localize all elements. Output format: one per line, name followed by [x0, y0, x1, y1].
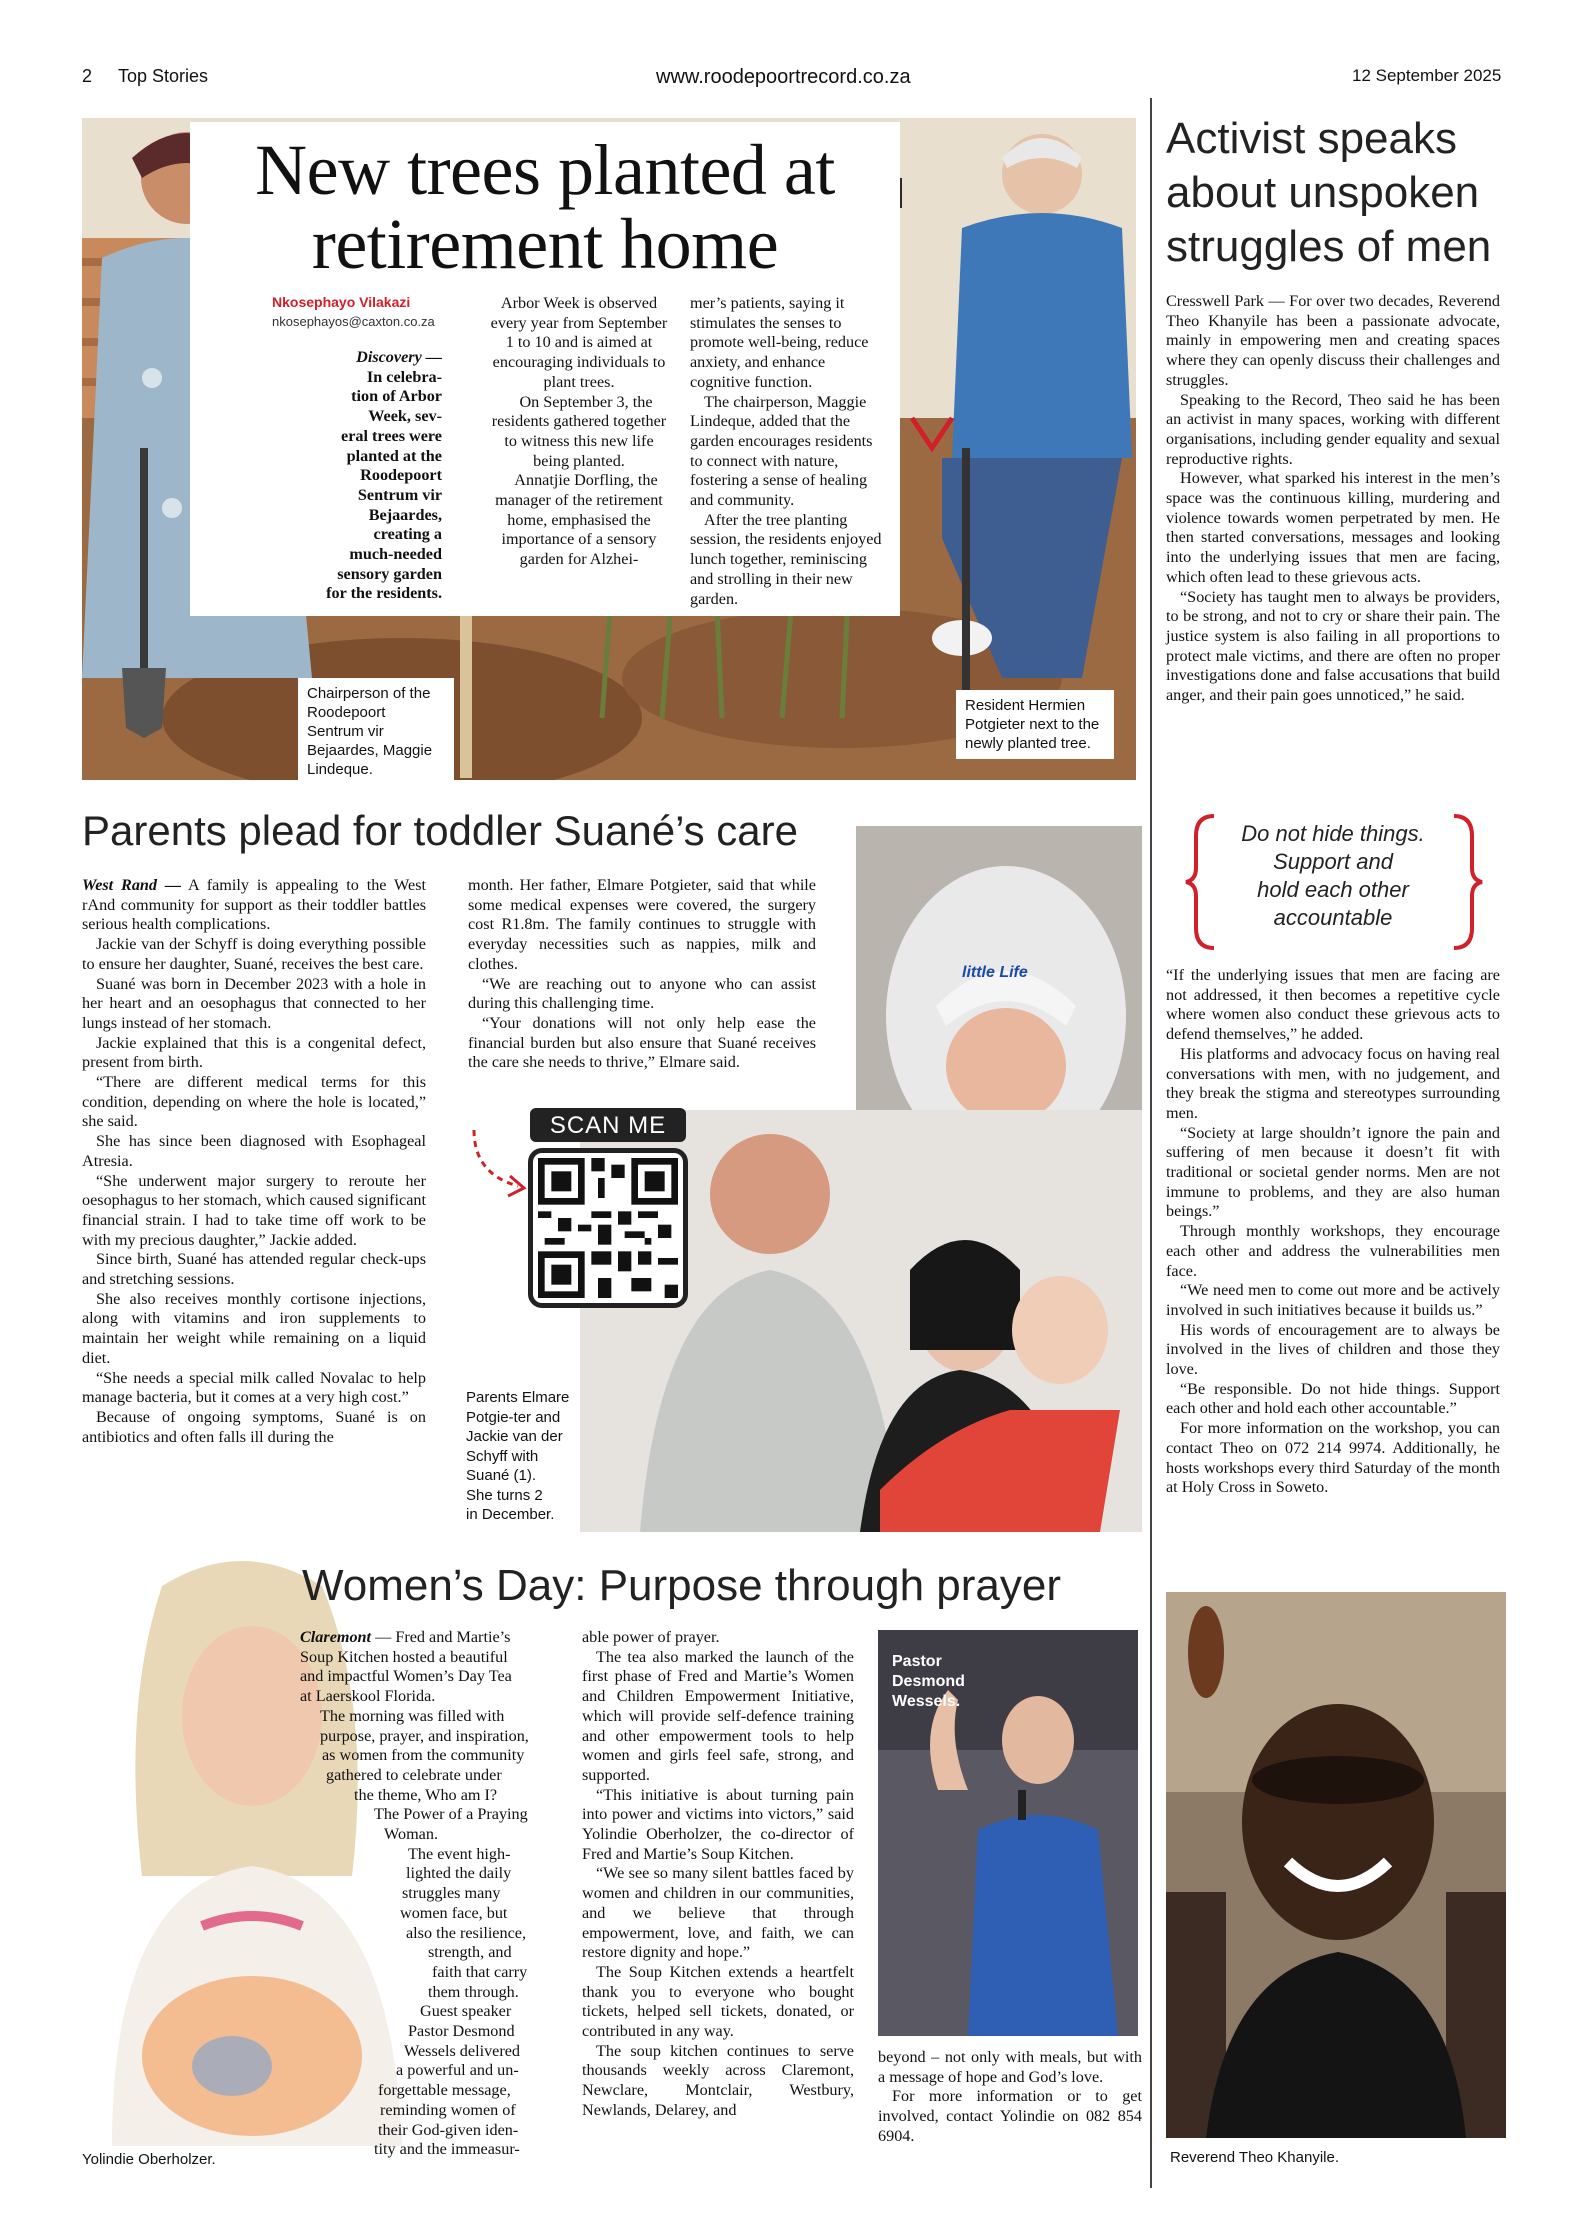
caption-parents-line: She turns 2 — [466, 1486, 543, 1504]
womens-line: The morning was filled with — [320, 1706, 505, 1725]
womens-paragraph: The Soup Kitchen extends a heartfelt thank you to everyone who bought tickets, helped sell tickets, donated, or contributed in any way. — [582, 1962, 854, 2041]
arrow-icon — [466, 1124, 536, 1204]
blanket-logo-text: little Life — [962, 964, 1028, 981]
womens-line: women face, but — [400, 1903, 508, 1922]
intro-line: Discovery — — [356, 348, 442, 366]
scan-me-text: SCAN ME — [549, 1112, 667, 1139]
trees-paragraph: mer’s patients, saying it stimulates the senses to promote well-being, reduce anxiety, and enhance cognitive function. — [690, 294, 869, 391]
toddler-location: West Rand — — [82, 876, 182, 894]
intro-line: Week, sev- — [368, 407, 442, 426]
trees-headline-line1: New trees planted at — [255, 130, 835, 210]
toddler-paragraph: “We are reaching out to anyone who can assist during this challenging time. — [468, 974, 816, 1013]
activist-paragraph: His words of encouragement are to always be involved in the lives of children and those they love. — [1166, 1320, 1500, 1379]
qr-code-frame[interactable] — [528, 1148, 688, 1308]
toddler-paragraph: Suané was born in December 2023 with a hole in her heart and an oesophagus that connected to her lungs instead of her stomach. — [82, 974, 426, 1032]
pull-quote-line: Support and — [1273, 849, 1393, 874]
womens-line: Woman. — [384, 1825, 438, 1844]
pastor-label-line: Desmond — [892, 1673, 965, 1690]
page-header — [82, 66, 1502, 94]
portrait-scene — [1166, 1592, 1506, 2138]
trees-paragraph: Annatjie Dorfling, the manager of the retirement home, emphasised the importance of a sensory garden for Alzhei- — [495, 471, 663, 569]
theo-khanyile-photo — [1166, 1592, 1506, 2138]
womens-line: strength, and — [428, 1943, 512, 1962]
womens-line: their God-given iden- — [378, 2120, 519, 2139]
trees-column-3 — [690, 294, 886, 609]
toddler-paragraph: Jackie explained that this is a congenital defect, present from birth. — [82, 1033, 426, 1072]
womens-paragraph: “This initiative is about turning pain into power and victims into victors,” said Yolindie Oberholzer, the co-director of Fred and Martie’s Soup Kitchen. — [582, 1785, 854, 1863]
caption-parents-line: Schyff with — [466, 1447, 539, 1465]
toddler-paragraph: She has since been diagnosed with Esophageal Atresia. — [82, 1132, 426, 1170]
pull-quote-text — [1216, 820, 1450, 932]
caption-parents — [466, 1388, 586, 1525]
activist-paragraph: Through monthly workshops, they encourage each other and address the vulnerabilities men face. — [1166, 1222, 1500, 1280]
pastor-label-line: Wessels. — [892, 1693, 961, 1710]
activist-headline-line: struggles of men — [1166, 222, 1492, 271]
womens-line: struggles many — [402, 1884, 501, 1903]
womens-line: as women from the community — [322, 1746, 525, 1765]
womens-line: and impactful Women’s Day Tea — [300, 1667, 512, 1686]
intro-line: sensory garden — [337, 564, 442, 583]
intro-line: for the residents. — [326, 584, 442, 603]
toddler-column-2 — [468, 876, 816, 1073]
toddler-paragraph: “There are different medical terms for this condition, depending on where the hole is located,” she said. — [82, 1073, 426, 1131]
trees-paragraph: After the tree planting session, the residents enjoyed lunch together, reminiscing and strolling in their new garden. — [690, 510, 882, 608]
womens-paragraph: The soup kitchen continues to serve thousands weekly across Claremont, Newclare, Montclair, Westbury, Newlands, Delarey, and — [582, 2041, 854, 2119]
womens-paragraph: The tea also marked the launch of the first phase of Fred and Martie’s Women and Children Empowerment Initiative, which will provide self-defence training and other empowerment tools to help women and girls feel safe, strong, and supported. — [582, 1647, 854, 1784]
womens-line: Claremont — Fred and Martie’s — [300, 1628, 511, 1646]
womens-line: gathered to celebrate under — [326, 1765, 502, 1784]
womens-line: tity and the immeasur- — [374, 2140, 520, 2159]
caption-yolindie: Yolindie Oberholzer. — [82, 2151, 216, 2168]
activist-paragraph: “Society has taught men to always be providers, to be strong, and not to cry or share their pain. The justice system is also failing in all proportions to protect male victims, and there are often no proper investigations done and false accusations that build anger, and their pain goes unnoticed,” he said. — [1166, 587, 1500, 705]
activist-paragraph: Cresswell Park — For over two decades, Reverend Theo Khanyile has been a passionate advocate, mainly in empowering men and creating spaces where they can openly discuss their challenges and struggles. — [1166, 292, 1500, 389]
trees-intro — [210, 348, 442, 604]
issue-date: 12 September 2025 — [1352, 66, 1502, 85]
activist-headline-line: Activist speaks — [1166, 114, 1457, 163]
womens-line: The Power of a Praying — [374, 1805, 528, 1824]
activist-paragraph: Speaking to the Record, Theo said he has been an activist in many spaces, working with different organisations, including gender equality and sexual reproductive rights. — [1166, 390, 1500, 468]
caption-parents-line: Suané (1). — [466, 1467, 537, 1484]
curly-brace-icon — [1450, 812, 1484, 952]
pastor-photo — [878, 1630, 1138, 2036]
womens-paragraph: able power of prayer. — [582, 1628, 720, 1646]
caption-maggie: Chairperson of the Roodepoort Sentrum vir Bejaardes, Maggie Lindeque. — [298, 678, 454, 785]
column-divider — [1150, 98, 1152, 2188]
womens-day-column-2 — [582, 1628, 854, 2121]
womens-day-headline: Women’s Day: Purpose through prayer — [302, 1561, 1061, 1610]
toddler-paragraph: “She underwent major surgery to reroute her oesophagus to her stomach, which caused significant financial strain. I had to take time off work to be with my precious daughter,” Jackie added. — [82, 1171, 426, 1249]
activist-headline-line: about unspoken — [1166, 168, 1480, 217]
womens-line: the theme, Who am I? — [354, 1785, 498, 1804]
activist-paragraph: “Society at large shouldn’t ignore the pain and suffering of men because it doesn’t fit with traditional or societal gender norms. Men are not immune to problems, and they are also human beings.” — [1166, 1123, 1500, 1221]
pull-quote-line: Do not hide things. — [1241, 821, 1425, 846]
toddler-paragraph: Because of ongoing symptoms, Suané is on antibiotics and often falls ill during the — [82, 1407, 426, 1446]
womens-line: also the resilience, — [406, 1923, 527, 1942]
page-number: 2 — [82, 66, 93, 86]
qr-code-icon[interactable] — [538, 1158, 678, 1298]
pull-quote — [1166, 808, 1500, 956]
caption-hermien: Resident Hermien Potgieter next to the newly planted tree. — [956, 690, 1114, 759]
activist-text-top — [1166, 292, 1500, 706]
activist-headline — [1166, 112, 1506, 274]
womens-line: Wessels delivered — [404, 2041, 521, 2060]
womens-line: at Laerskool Florida. — [300, 1687, 436, 1706]
intro-line: tion of Arbor — [351, 387, 442, 406]
trees-paragraph: On September 3, the residents gathered together to witness this new life being planted. — [491, 392, 667, 470]
trees-headline-line2: retirement home — [311, 204, 779, 284]
womens-line: them through. — [428, 1982, 519, 2001]
toddler-paragraph: “She needs a special milk called Novalac to help manage bacteria, but it comes at a very high cost.” — [82, 1368, 426, 1407]
intro-line: eral trees were — [341, 426, 442, 445]
intro-line: planted at the — [346, 446, 442, 465]
womens-paragraph: For more information or to get involved, contact Yolindie on 082 854 6904. — [878, 2087, 1142, 2145]
womens-line: faith that carry — [432, 1962, 528, 1981]
intro-line: much-needed — [349, 545, 442, 564]
toddler-paragraph: “Your donations will not only help ease the financial burden but also ensure that Suané receives the care she needs to thrive,” Elmare said. — [468, 1013, 816, 1072]
toddler-lede: A family is appealing to the West rAnd community for support as their toddler battles serious health complications. — [82, 876, 427, 934]
activist-text-bottom — [1166, 966, 1500, 1498]
curly-brace-icon — [1184, 812, 1218, 952]
activist-paragraph: For more information on the workshop, you can contact Theo on 072 214 9974. Additionally, he hosts workshops every third Saturday of the month at Holy Cross in Soweto. — [1166, 1419, 1500, 1497]
womens-line: Pastor Desmond — [408, 2022, 515, 2041]
toddler-paragraph — [82, 876, 426, 935]
scan-me-label — [530, 1108, 686, 1142]
toddler-paragraph: Jackie van der Schyff is doing everything possible to ensure her daughter, Suané, receives the best care. — [82, 935, 426, 973]
womens-paragraph: “We see so many silent battles faced by women and children in our communities, and we believe that through empowerment, love, and faith, we can restore dignity and hope.” — [582, 1864, 854, 1962]
toddler-paragraph: month. Her father, Elmare Potgieter, said that while some medical expenses were covered, the surgery cost R1.8m. The family continues to struggle with everyday necessities such as nappies, milk and clothes. — [468, 876, 816, 973]
trees-column-2 — [486, 294, 672, 570]
caption-parents-line: in December. — [466, 1506, 555, 1523]
activist-paragraph: “If the underlying issues that men are facing are not addressed, it then becomes a repetitive cycle where women also conduct these grievous acts to defend themselves,” he added. — [1166, 966, 1500, 1044]
intro-line: Bejaardes, — [368, 505, 442, 524]
toddler-paragraph: Since birth, Suané has attended regular check-ups and stretching sessions. — [82, 1250, 426, 1289]
activist-paragraph: However, what sparked his interest in the men’s space was the continuous killing, murdering and violence towards women perpetrated by men. He then started conversations, messages and looking into the underlying issues that men are facing, which often lead to these grievous acts. — [1166, 469, 1500, 586]
womens-line: Soup Kitchen hosted a beautiful — [300, 1647, 508, 1666]
womens-line: a powerful and un- — [396, 2061, 519, 2080]
womens-line: Guest speaker — [420, 2002, 512, 2021]
womens-line: The event high- — [408, 1844, 511, 1863]
intro-line: creating a — [373, 525, 442, 544]
byline-email[interactable]: nkosephayos@caxton.co.za — [272, 314, 435, 329]
intro-line: Roodepoort — [360, 466, 442, 485]
womens-day-column-3 — [878, 2048, 1142, 2147]
caption-parents-line: Jackie van der — [466, 1428, 563, 1445]
womens-line: forgettable message, — [378, 2081, 511, 2100]
activist-paragraph: His platforms and advocacy focus on having real conversations with men, with no judgement, and they break the stigma and stereotypes surrounding men. — [1166, 1044, 1500, 1122]
toddler-paragraph: She also receives monthly cortisone injections, along with vitamins and iron supplements to maintain her weight while remaining on a liquid diet. — [82, 1289, 426, 1367]
caption-parents-line: Parents Elmare — [466, 1389, 570, 1406]
caption-theo: Reverend Theo Khanyile. — [1170, 2149, 1339, 2166]
activist-paragraph: “Be responsible. Do not hide things. Support each other and hold each other accountable.” — [1166, 1379, 1500, 1418]
website-url[interactable]: www.roodepoortrecord.co.za — [656, 66, 911, 88]
caption-parents-line: Potgie-ter and — [466, 1408, 561, 1426]
byline-author: Nkosephayo Vilakazi — [272, 294, 411, 310]
pull-quote-line: accountable — [1273, 905, 1393, 930]
womens-paragraph: beyond – not only with meals, but with a message of hope and God’s love. — [878, 2048, 1142, 2086]
activist-paragraph: “We need men to come out more and be actively involved in such initiatives because it builds us.” — [1166, 1281, 1500, 1319]
toddler-headline: Parents plead for toddler Suané’s care — [82, 807, 799, 854]
pastor-label-line: Pastor — [892, 1653, 942, 1670]
intro-line: Sentrum vir — [357, 485, 442, 504]
intro-line: In celebra- — [366, 367, 442, 386]
trees-paragraph: The chairperson, Maggie Lindeque, added that the garden encourages residents to connect with nature, fostering a sense of healing and community. — [690, 392, 873, 510]
womens-line: reminding women of — [380, 2100, 516, 2119]
womens-line: purpose, prayer, and inspiration, — [320, 1726, 529, 1745]
toddler-column-1 — [82, 876, 426, 1447]
pastor-label — [892, 1652, 965, 1712]
pull-quote-line: hold each other — [1257, 877, 1409, 902]
section-name: Top Stories — [118, 66, 209, 86]
womens-day-column-1 — [300, 1628, 560, 2160]
womens-line: lighted the daily — [406, 1864, 512, 1883]
trees-paragraph: Arbor Week is observed every year from September 1 to 10 and is aimed at encouraging individuals to plant trees. — [490, 294, 668, 391]
